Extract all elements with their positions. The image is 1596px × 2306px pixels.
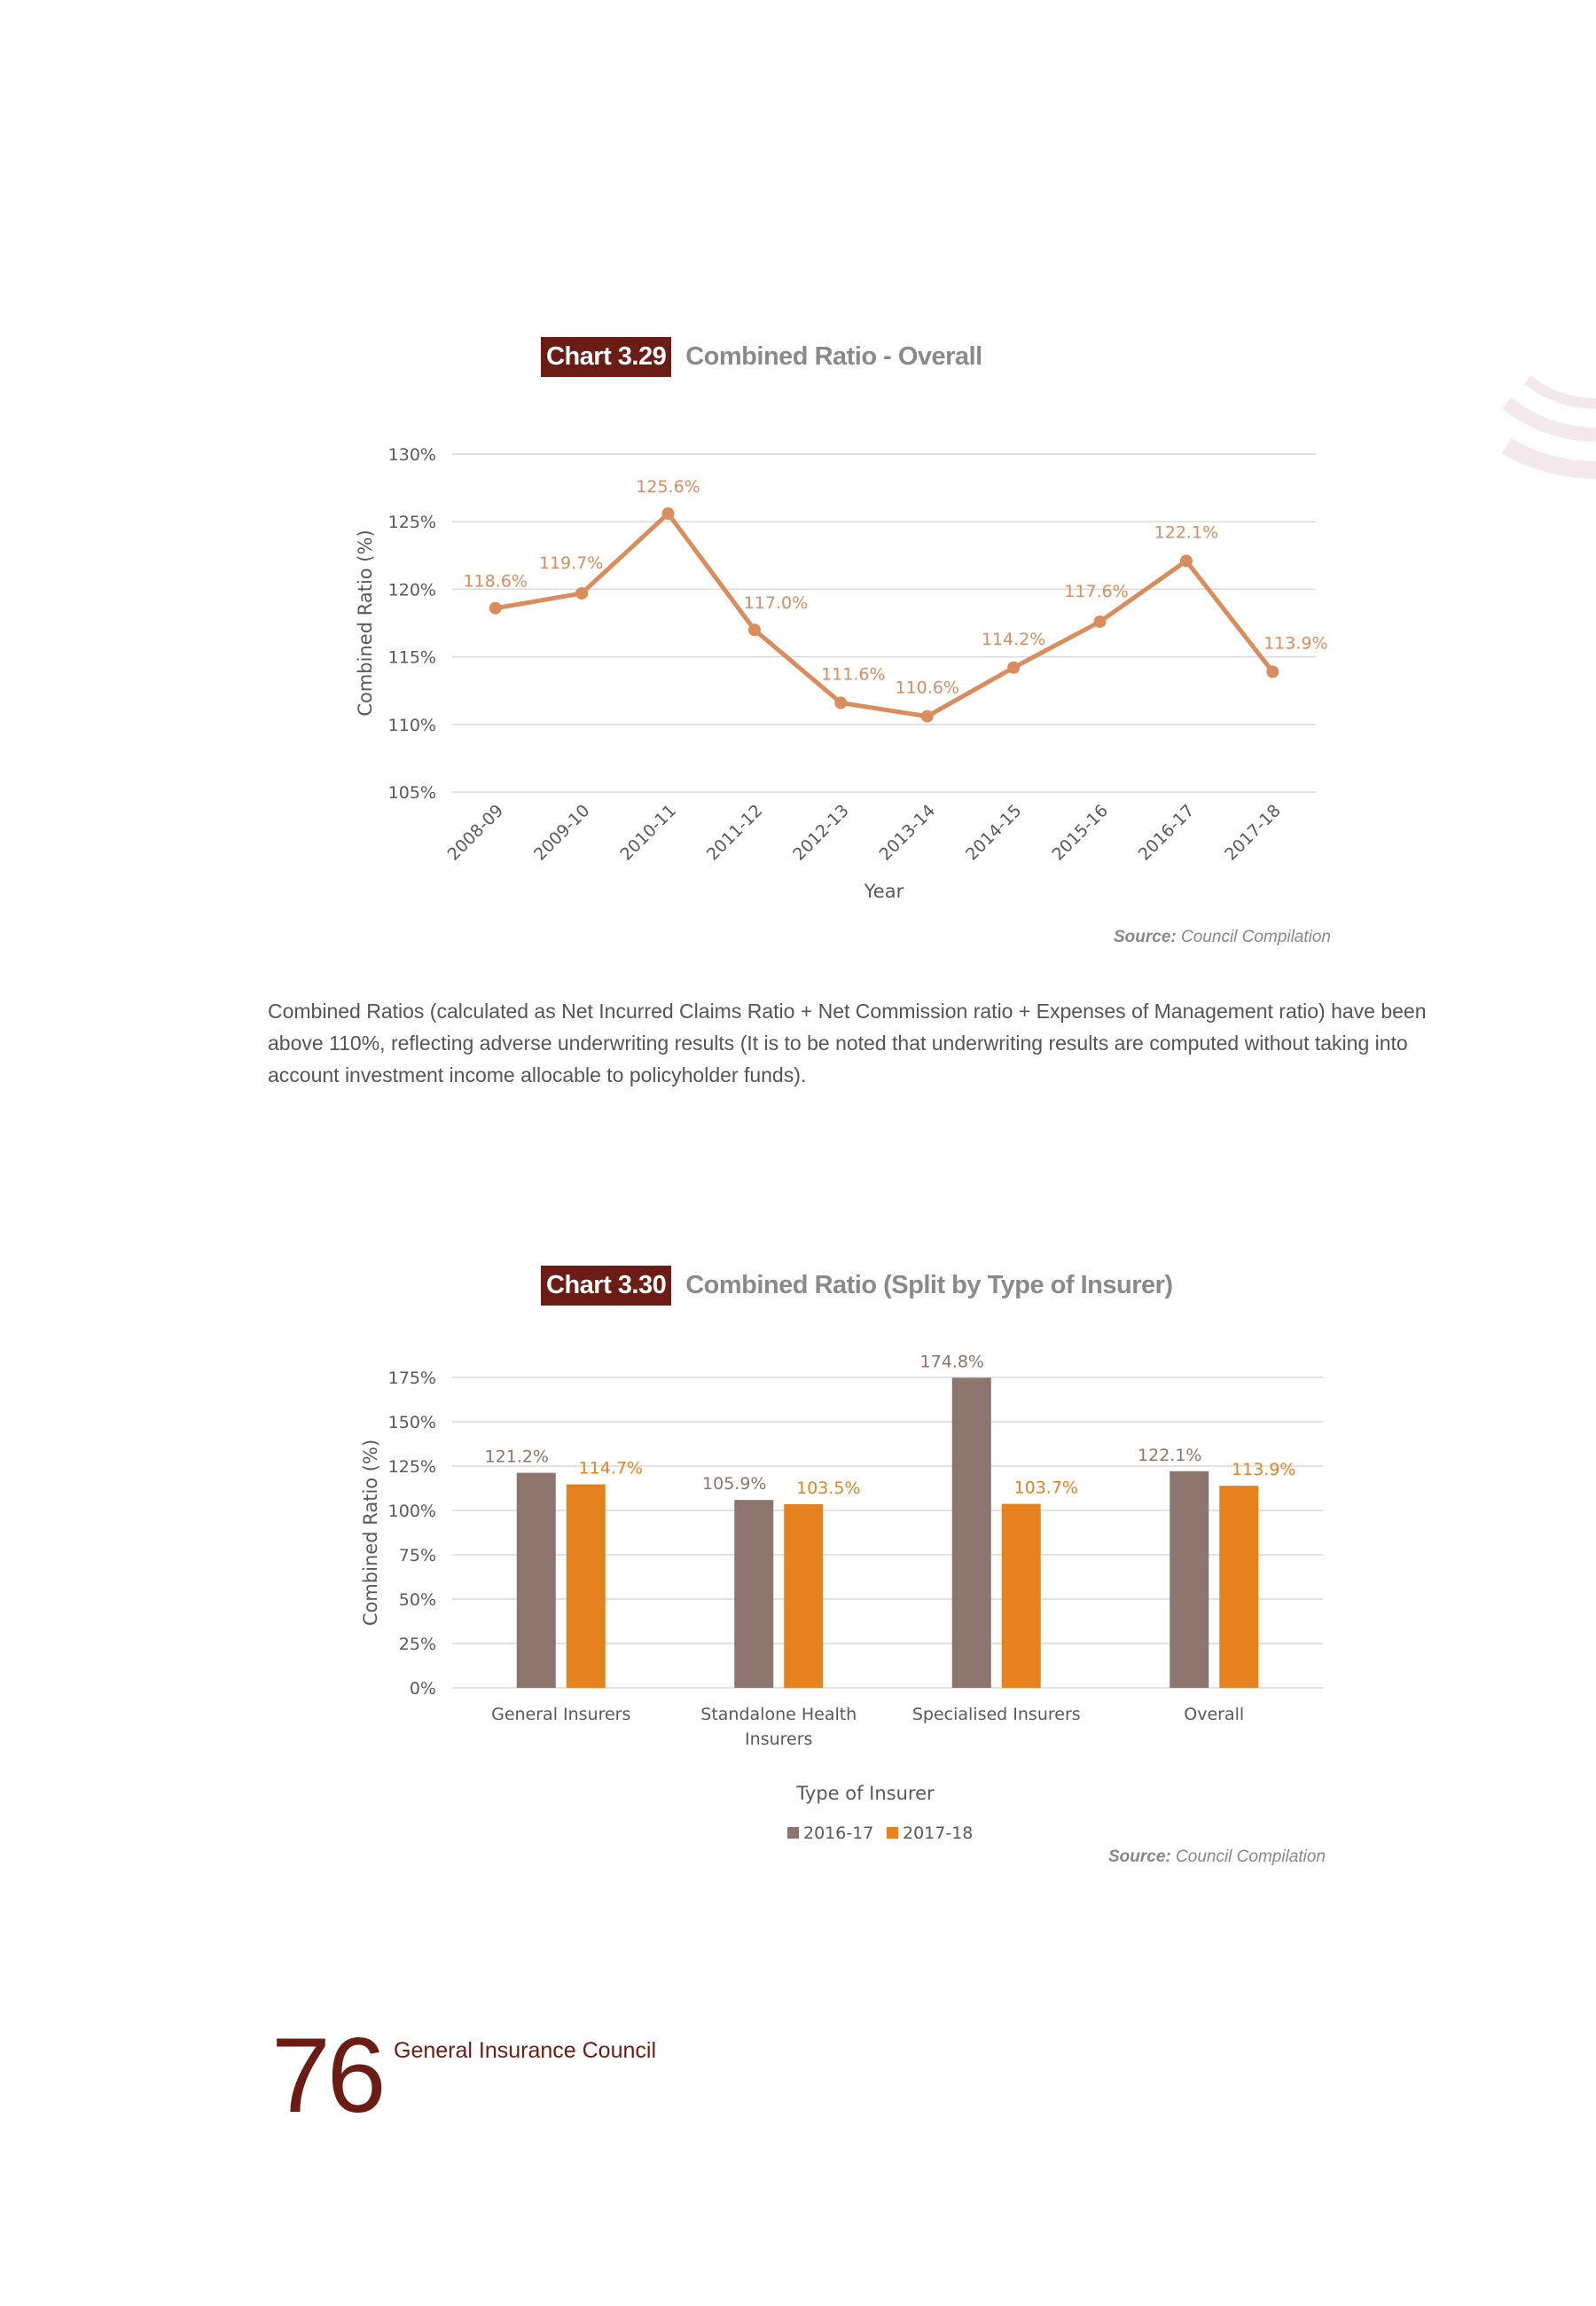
bar-2017-18 [1002,1504,1041,1688]
source-text: Council Compilation [1176,1847,1326,1866]
bar-chart-combined-ratio-by-insurer [0,1295,1596,1898]
data-label: 122.1% [1138,1445,1202,1465]
x-tick-label: 2012-13 [789,800,853,865]
data-point [1094,616,1107,628]
bar-2016-17 [517,1473,556,1688]
data-label: 110.6% [895,678,959,698]
data-label: 103.7% [1013,1478,1078,1498]
x-tick-label: 2008-09 [443,800,508,865]
chart2-title: Combined Ratio (Split by Type of Insurer) [685,1271,1173,1299]
y-tick-label: 25% [398,1635,436,1654]
data-label: 125.6% [636,477,700,498]
bar-2016-17 [952,1377,991,1688]
data-label: 117.0% [743,593,809,614]
data-point [1266,665,1279,678]
x-tick-label: Overall [1184,1705,1245,1724]
data-point [748,624,761,636]
data-point [921,710,934,723]
chart1-tag: Chart 3.29 [541,337,671,377]
x-tick-label: Standalone Health [700,1705,857,1724]
bar-2016-17 [1170,1471,1209,1688]
y-tick-label: 150% [387,1413,436,1432]
y-tick-label: 130% [387,445,436,465]
x-axis-title: Type of Insurer [796,1783,935,1804]
y-tick-label: 125% [387,1457,436,1477]
data-label: 114.2% [981,629,1046,649]
data-label: 118.6% [463,571,528,592]
x-tick-label: 2009-10 [529,800,594,865]
legend-label: 2017-18 [903,1824,974,1843]
data-label: 113.9% [1232,1460,1296,1480]
x-tick-label: Insurers [745,1730,813,1749]
y-tick-label: 50% [398,1590,436,1610]
data-point [1007,662,1020,674]
bar-2017-18 [1219,1486,1258,1688]
data-point [834,696,847,709]
y-axis-title: Combined Ratio (%) [355,529,376,717]
data-label: 103.5% [796,1479,861,1498]
data-point [575,587,588,600]
data-label: 105.9% [702,1474,767,1494]
data-label: 114.7% [578,1458,643,1479]
x-axis-title: Year [864,881,904,902]
x-tick-label: 2017-18 [1221,800,1285,865]
x-tick-label: 2010-11 [616,800,681,865]
y-tick-label: 75% [398,1546,436,1565]
y-tick-label: 0% [409,1679,436,1698]
body-paragraph: Combined Ratios (calculated as Net Incurred Claims Ratio + Net Commission ratio + Expenses of Management ratio) have been above 110%, reflecting adverse underwriting results (It is to be noted that underwriting results are computed without taking into account investment income allocable to policyholder funds). [268,1000,1427,1086]
chart2-source [1108,1847,1326,1867]
y-axis-title: Combined Ratio (%) [360,1439,381,1627]
data-label: 113.9% [1264,633,1328,654]
x-tick-label: 2016-17 [1134,800,1199,865]
series-line [496,514,1273,717]
source-text: Council Compilation [1181,928,1331,946]
page-number: 76 [271,2016,383,2135]
data-point [662,507,675,520]
chart2-tag: Chart 3.30 [541,1266,671,1306]
x-tick-label: Specialised Insurers [911,1705,1081,1724]
source-label: Source: [1114,928,1177,946]
y-tick-label: 115% [387,647,436,668]
legend-swatch [887,1827,898,1839]
y-tick-label: 120% [387,580,436,600]
bar-2017-18 [567,1485,606,1688]
x-tick-label: 2014-15 [961,800,1026,865]
source-label: Source: [1108,1847,1171,1866]
organization-name: General Insurance Council [394,2038,656,2063]
chart1-source [1114,928,1331,947]
x-tick-label: 2011-12 [702,800,767,865]
data-label: 117.6% [1064,581,1129,601]
chart1-title: Combined Ratio - Overall [685,342,982,371]
data-label: 119.7% [538,553,604,573]
legend-label: 2016-17 [803,1824,874,1843]
data-label: 174.8% [919,1352,984,1372]
data-label: 111.6% [821,664,886,685]
y-tick-label: 175% [387,1369,436,1388]
x-tick-label: 2013-14 [875,800,940,865]
data-point [489,602,502,615]
data-point [1180,554,1193,567]
x-tick-label: General Insurers [491,1705,631,1724]
data-label: 122.1% [1154,522,1219,543]
bar-2016-17 [734,1500,773,1688]
x-tick-label: 2015-16 [1048,800,1113,865]
y-tick-label: 110% [387,715,436,735]
data-label: 121.2% [484,1447,549,1467]
line-chart-combined-ratio-overall [0,0,1596,976]
y-tick-label: 105% [387,783,436,803]
y-tick-label: 100% [387,1502,436,1521]
y-tick-label: 125% [387,513,436,533]
legend-swatch [787,1827,799,1839]
bar-2017-18 [784,1504,823,1688]
